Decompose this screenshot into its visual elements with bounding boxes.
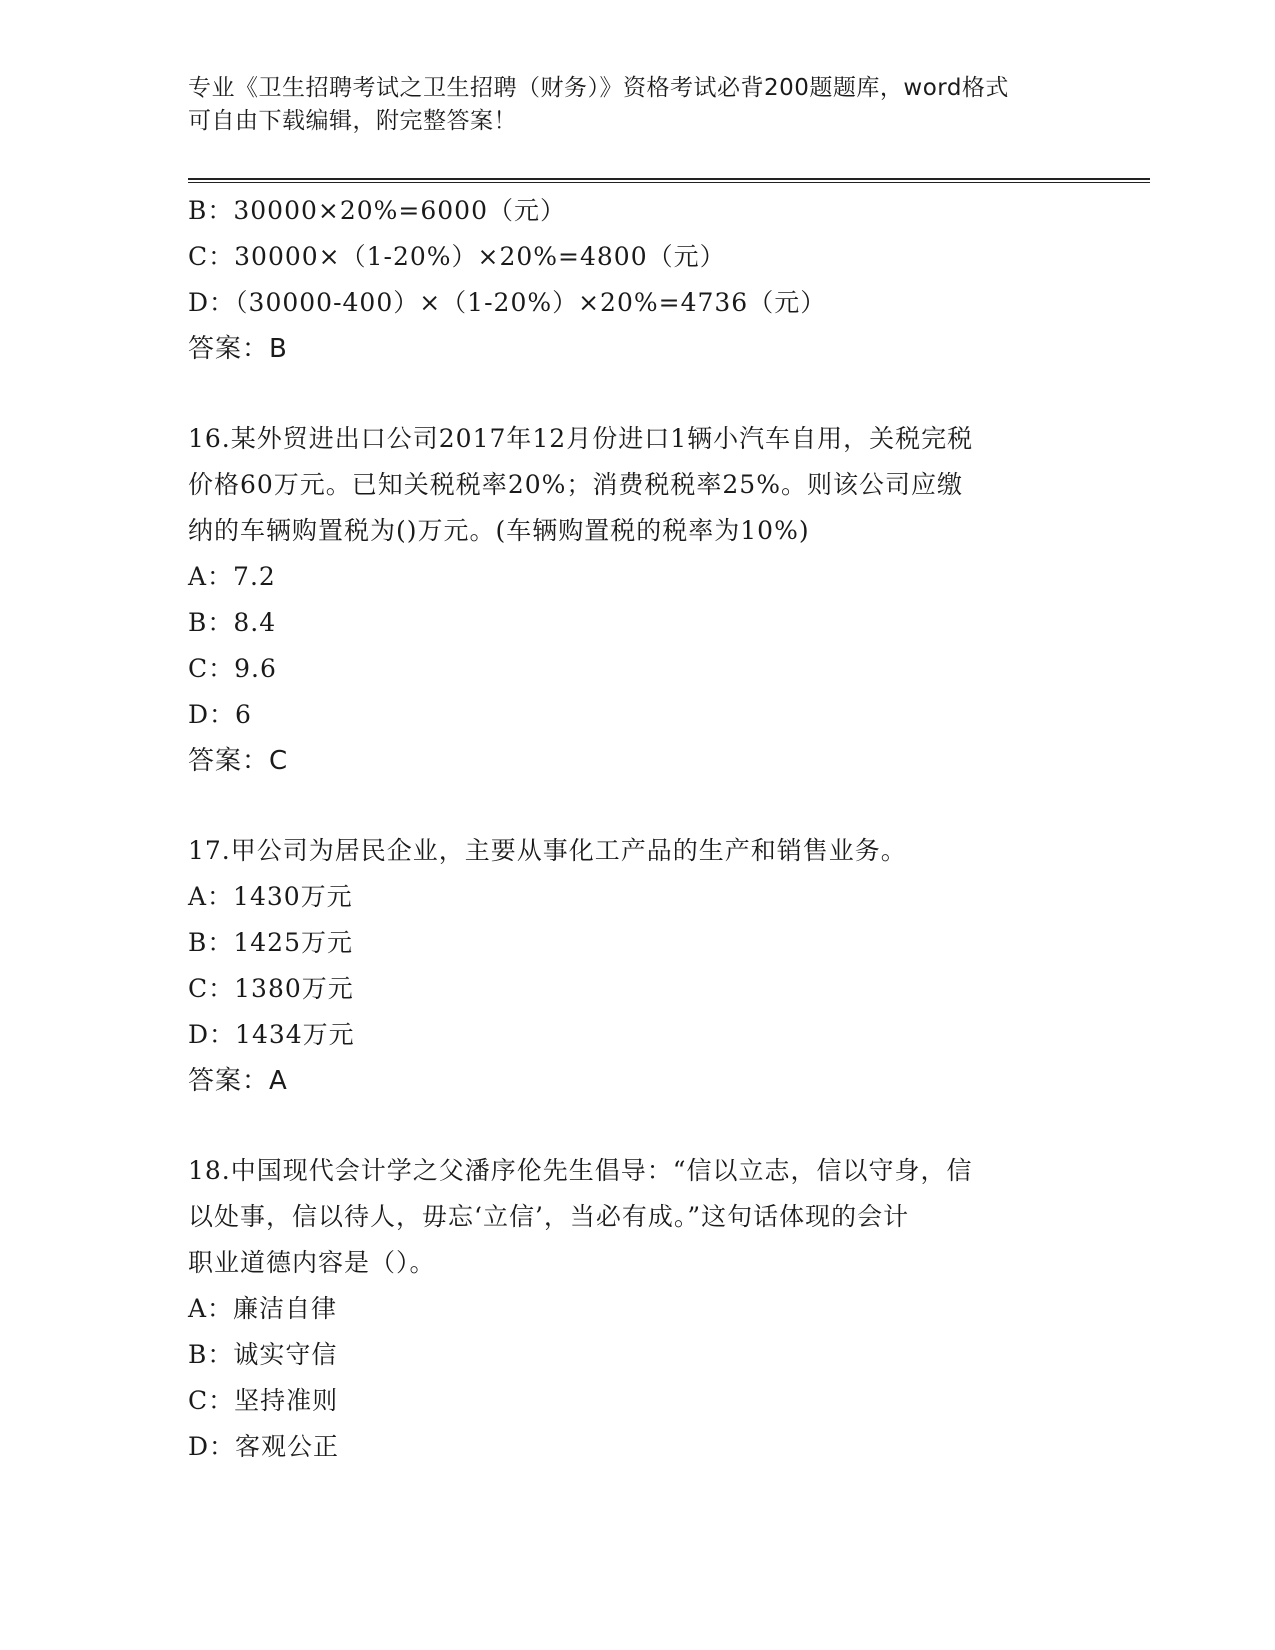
header-divider (188, 178, 1150, 183)
option-a: A：廉洁自律 (188, 1294, 338, 1323)
option-d: D：（30000-400）×（1-20%）×20%=4736（元） (188, 288, 827, 317)
question-stem-line: 17.甲公司为居民企业，主要从事化工产品的生产和销售业务。 (188, 836, 907, 865)
question-stem-line: 纳的车辆购置税为()万元。(车辆购置税的税率为10%) (188, 516, 810, 545)
option-c: C：9.6 (188, 654, 277, 683)
question-stem-line: 以处事，信以待人，毋忘‘立信’，当必有成。”这句话体现的会计 (188, 1202, 910, 1231)
question-stem-line: 18.中国现代会计学之父潘序伦先生倡导：“信以立志，信以守身，信 (188, 1156, 973, 1185)
option-b: B：30000×20%=6000（元） (188, 196, 566, 225)
option-b: B：诚实守信 (188, 1340, 338, 1369)
header-line-2: 可自由下载编辑，附完整答案！ (188, 108, 517, 134)
option-c: C：坚持准则 (188, 1386, 339, 1415)
header-line-1: 专业《卫生招聘考试之卫生招聘（财务）》资格考试必背200题题库，word格式 (188, 75, 1009, 101)
question-stem-line: 价格60万元。已知关税税率20%；消费税税率25%。则该公司应缴 (188, 470, 963, 499)
answer-label: 答案：C (188, 746, 289, 776)
option-b: B：8.4 (188, 608, 277, 637)
option-c: C：1380万元 (188, 974, 354, 1003)
question-stem-line: 16.某外贸进出口公司2017年12月份进口1辆小汽车自用，关税完税 (188, 424, 974, 453)
option-d: D：6 (188, 700, 252, 729)
question-18 (188, 1148, 1148, 1470)
answer-label: 答案：A (188, 1066, 288, 1096)
option-c: C：30000×（1-20%）×20%=4800（元） (188, 242, 726, 271)
question-16 (188, 416, 1148, 784)
question-15-continued (188, 188, 1148, 372)
question-stem-line: 职业道德内容是（）。 (188, 1248, 436, 1277)
document-header (188, 72, 1088, 138)
option-b: B：1425万元 (188, 928, 353, 957)
question-list (188, 188, 1148, 1470)
option-d: D：客观公正 (188, 1432, 340, 1461)
option-a: A：7.2 (188, 562, 276, 591)
question-17 (188, 828, 1148, 1104)
option-a: A：1430万元 (188, 882, 353, 911)
answer-label: 答案：B (188, 334, 288, 364)
option-d: D：1434万元 (188, 1020, 355, 1049)
